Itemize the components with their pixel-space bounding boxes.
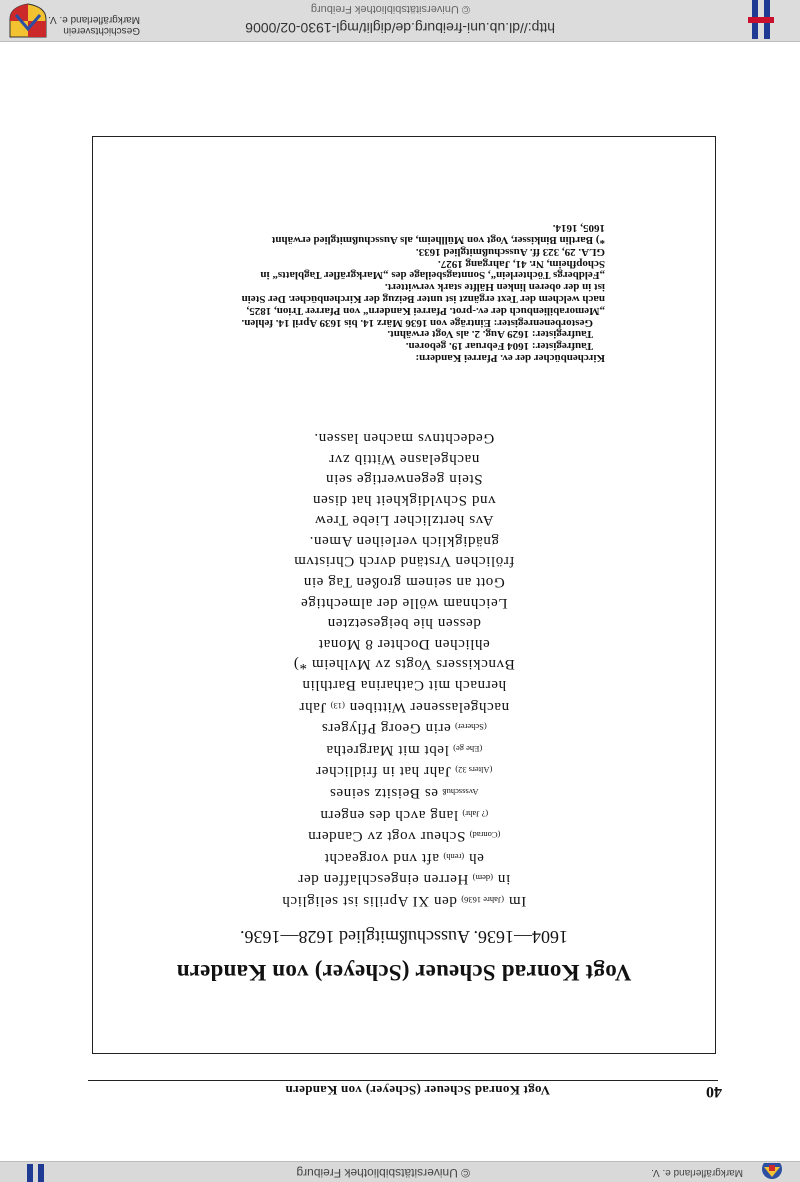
running-head: Vogt Konrad Scheuer (Scheyer) von Kandern bbox=[285, 1083, 550, 1098]
inscription-text-part: dessen hie beigesetzten bbox=[327, 615, 481, 632]
inscription-line bbox=[312, 489, 495, 510]
inscription-gloss: Avssschuß bbox=[442, 787, 479, 798]
note-line: Gestorbenenregister: Einträge von 1636 März 14. bis 1639 April 14. fehlen. bbox=[241, 316, 593, 329]
association-name: Geschichtsverein Markgräflerland e. V. bbox=[48, 14, 140, 36]
inscription-text-part: es Beisitz seines bbox=[329, 785, 438, 802]
inscription-text-part: lebt mit Margretha bbox=[325, 741, 449, 758]
source-notes bbox=[125, 221, 605, 363]
association-logo-icon bbox=[752, 1163, 792, 1181]
note-line: Kirchenbücher der ev. Pfarrei Kandern: bbox=[415, 352, 605, 364]
inscription-text-part: Leichnam wölle der almechtige bbox=[300, 594, 508, 611]
inscription-text-part: lang avch des engern bbox=[319, 806, 459, 823]
inscription-text-part: eh bbox=[464, 849, 484, 866]
inscription-line bbox=[303, 572, 504, 593]
inscription-text-part: Jahr hat in fridlicher bbox=[315, 763, 451, 780]
inscription-text-part: frölichen Vrständ dvrch Christvm bbox=[293, 553, 515, 570]
viewer-bottom-bar bbox=[0, 0, 800, 42]
inscription-line bbox=[318, 633, 489, 654]
university-logo-icon bbox=[24, 1164, 44, 1182]
inscription-text-part: Im bbox=[504, 893, 527, 909]
document-url[interactable]: http://dl.ub.uni-freiburg.de/diglit/mgl-1930-02/0006 bbox=[245, 20, 555, 36]
association-name: Markgräflerland e. V. bbox=[651, 1167, 743, 1178]
inscription-line bbox=[314, 510, 493, 531]
university-logo-icon bbox=[736, 0, 776, 39]
inscription-gloss: (dem) bbox=[472, 873, 493, 884]
page-title: Vogt Konrad Scheuer (Scheyer) von Kandern bbox=[176, 960, 632, 985]
inscription-text-part: hernach mit Catharina Barthlin bbox=[301, 677, 507, 694]
inscription-line bbox=[294, 551, 515, 572]
note-line: „Feldbergs Töchterlein“, Sonntagsbeilage des „Markgräfler Tagblatts“ in bbox=[260, 269, 605, 282]
inscription-gloss: (Scherer) bbox=[455, 722, 487, 733]
inscription-line bbox=[301, 592, 508, 613]
inscription-gloss: (renh) bbox=[443, 851, 465, 862]
page-subtitle: 1604—1636. Ausschußmitglied 1628—1636. bbox=[240, 927, 568, 947]
note-line: *) Bartlin Binkisser, Vogt von Müllheim, als Ausschußmitglied erwähnt bbox=[271, 234, 605, 247]
inscription-line bbox=[298, 868, 510, 890]
inscription-text-part: Scheur vogt zv Candern bbox=[307, 828, 466, 845]
viewer-top-bar bbox=[0, 1161, 800, 1182]
note-line: Schopfheim, Nr. 41, Jahrgang 1927. bbox=[437, 257, 605, 270]
inscription-text-part: in bbox=[492, 871, 511, 888]
inscription-line bbox=[299, 695, 509, 717]
note-line: 1605, 1614. bbox=[552, 222, 605, 235]
inscription-text-part: den XI Aprilis ist seliglich bbox=[281, 893, 457, 909]
inscription-gloss: (Ehe ge) bbox=[453, 743, 483, 754]
inscription-line bbox=[327, 613, 481, 634]
inscription-text-part: Herren eingeschlaffen der bbox=[297, 871, 469, 888]
inscription-text-part: Bvnckissers Vogts zv Mvlheim *) bbox=[293, 656, 515, 673]
inscription-text-part: Gott an seinem großen Tag ein bbox=[303, 574, 505, 591]
inscription-line bbox=[329, 781, 478, 803]
note-line: GLA. 29, 323 ff. Ausschußmitglied 1633. bbox=[415, 245, 605, 258]
inscription-line bbox=[309, 530, 499, 551]
inscription-text bbox=[93, 427, 715, 911]
inscription-text-part: nachgelasne Wittib zvr bbox=[328, 450, 480, 467]
inscription-text-part: Gedechtnvs machen lassen. bbox=[313, 429, 495, 446]
inscription-line bbox=[321, 717, 486, 739]
copyright-text: © Universitätsbibliothek Freiburg bbox=[296, 1166, 470, 1180]
inscription-gloss: (Jahre 1636) bbox=[461, 895, 504, 905]
inscription-text-part: vnd Schvldigkheit hat disen bbox=[312, 491, 496, 508]
inscription-text-part: Stein gegenwertige sein bbox=[325, 471, 483, 488]
inscription-text-part: Jahr bbox=[298, 698, 327, 715]
inscription-gloss: (13) bbox=[330, 700, 345, 711]
inscription-line bbox=[302, 674, 506, 695]
inscription-line bbox=[320, 803, 488, 825]
copyright-text: © Universitätsbibliothek Freiburg bbox=[310, 3, 470, 15]
inscription-text-part: gnädigklich verleihen Amen. bbox=[309, 532, 499, 549]
inscription-line bbox=[326, 738, 482, 760]
inscription-line bbox=[324, 846, 484, 868]
note-line: „Memorabilienbuch der ev.-prot. Pfarrei Kandern“ von Pfarrer Trion, 1825, bbox=[246, 304, 605, 317]
inscription-line bbox=[325, 469, 482, 490]
inscription-gloss: (Alters 32) bbox=[455, 765, 493, 776]
note-line: ist in der oberen linken Hälfte stark verwittert. bbox=[384, 281, 605, 294]
header-rule bbox=[88, 1080, 718, 1081]
inscription-text-part: nachgelassener Wittiben bbox=[344, 698, 510, 715]
inscription-text-part: Avs hertzlicher Liebe Trew bbox=[314, 512, 494, 529]
inscription-text-part: erin Georg Pflygers bbox=[321, 720, 451, 737]
inscription-line bbox=[308, 825, 501, 847]
note-line: nach welchem der Text ergänzt ist unter Beizug der Kirchenbücher. Der Stein bbox=[241, 293, 605, 306]
note-line: Taufregister: 1629 Aug. 2. als Vogt erwähnt. bbox=[387, 328, 593, 341]
inscription-line bbox=[293, 654, 514, 675]
inscription-line bbox=[314, 427, 494, 448]
inscription-text-part: aft vnd vorgeacht bbox=[324, 849, 440, 866]
inscription-line bbox=[329, 448, 480, 469]
inscription-gloss: (Conrad) bbox=[469, 830, 501, 841]
inscription-gloss: (? Jahr) bbox=[462, 808, 489, 819]
inscription-text-part: ehlichen Dochter 8 Monat bbox=[318, 635, 490, 652]
note-line: Taufregister: 1604 Februar 19. geboren. bbox=[405, 340, 593, 353]
inscription-frame bbox=[92, 136, 716, 1054]
association-crest-icon bbox=[8, 3, 48, 39]
inscription-line bbox=[282, 889, 526, 911]
inscription-line bbox=[316, 760, 493, 782]
page-number: 40 bbox=[706, 1083, 722, 1100]
